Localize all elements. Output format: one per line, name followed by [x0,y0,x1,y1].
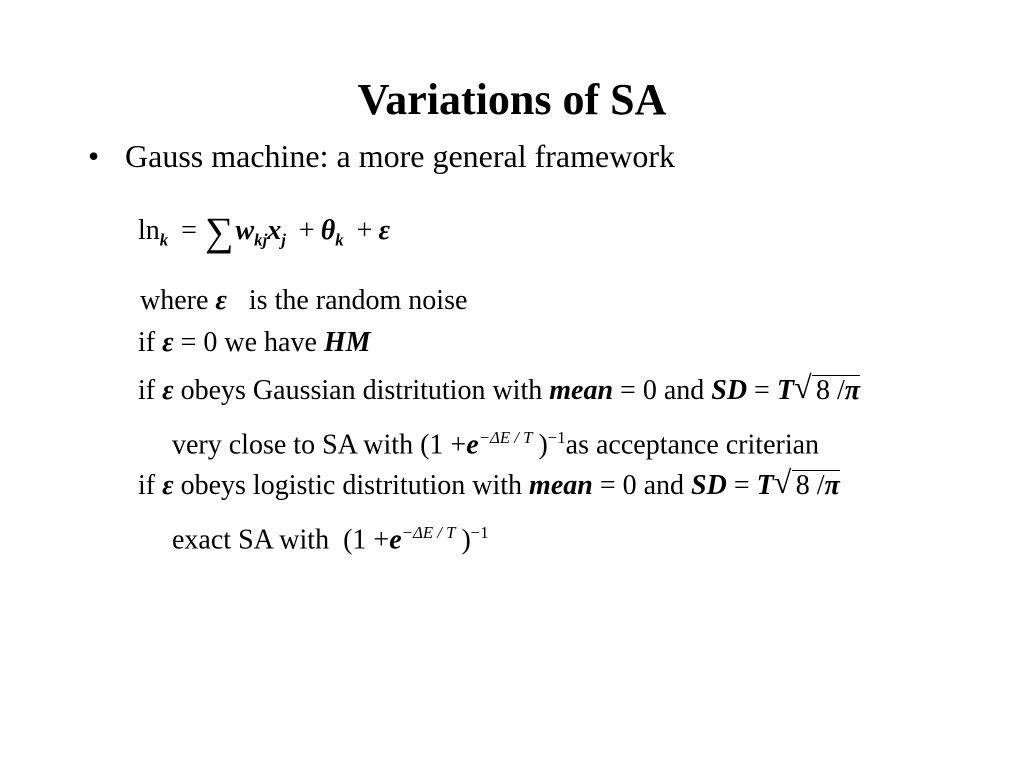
logistic-eight: 8 / [795,470,825,501]
gauss-sub-open: (1 + [420,429,467,461]
logistic-eq0: = 0 and [599,470,685,501]
logistic-sub-e: e [389,524,402,556]
if-hm-line [138,326,371,360]
formula-sub-k2: k [335,230,344,250]
if-hm-if: if [138,327,156,358]
formula-ln: ln [138,215,160,246]
logistic-sub-inv: −1 [470,523,489,542]
logistic-mean: mean [529,470,593,501]
sum-symbol: ∑ [204,209,234,254]
gauss-sub-exp: −ΔE / T [478,428,533,447]
logistic-if: if [138,470,156,501]
gauss-if: if [138,375,156,406]
logistic-line [138,464,840,503]
formula-sub-k: k [159,230,169,250]
formula-sub-kj: kj [254,230,268,250]
logistic-sqrt [773,464,840,503]
bullet-symbol: • [88,138,100,174]
gauss-eq: = [754,375,770,406]
where-line [140,284,467,318]
if-hm-epsilon: ε [162,327,174,358]
formula-epsilon: ε [378,215,390,246]
logistic-t: T [756,470,774,501]
bullet-text: Gauss machine: a more general framework [125,138,675,174]
formula-theta: θ [320,215,336,246]
if-hm-eq: = 0 we have [180,327,317,358]
gauss-t: T [776,375,794,406]
where-epsilon: ε [215,285,227,316]
formula-sub-j: j [281,230,286,250]
gauss-sub-inv: −1 [547,428,566,447]
formula-plus-2: + [356,215,373,246]
gaussian-sub-line [172,421,819,462]
logistic-sub-exp: −ΔE / T [401,523,456,542]
sqrt-radical-icon: √ [773,464,792,500]
sqrt-radical-icon: √ [793,369,812,405]
gauss-sub-close: ) [538,429,548,461]
bullet-item [88,137,675,175]
if-hm-hm: HM [323,327,371,358]
logistic-epsilon: ε [162,470,174,501]
logistic-sub-line [172,516,489,557]
formula-equals: = [181,215,197,246]
gauss-sd: SD [711,375,748,406]
logistic-pi: π [824,470,840,501]
gauss-sub-text: very close to SA with [172,429,414,461]
gauss-epsilon: ε [162,375,174,406]
where-word: where [140,285,209,316]
gauss-sqrt [793,369,861,408]
logistic-sd: SD [691,470,727,501]
gauss-sub-tail: as acceptance criterian [565,429,820,461]
gauss-eq0: = 0 and [620,375,705,406]
formula-x: x [267,215,282,246]
slide-title: Variations of SA [357,75,667,124]
gauss-pi: π [844,375,861,406]
gauss-text: obeys Gaussian distritution with [180,375,543,406]
logistic-sub-text: exact SA with [172,524,330,556]
gaussian-line [138,369,861,408]
gauss-eight: 8 / [815,375,845,406]
where-rest: is the random noise [248,285,468,316]
logistic-text: obeys logistic distritution with [180,470,523,501]
formula-w: w [235,215,255,246]
logistic-sub-open: (1 + [343,524,390,556]
gauss-mean: mean [549,375,614,406]
gauss-sub-e: e [466,429,479,461]
energy-formula [138,209,390,258]
logistic-sub-close: ) [461,524,471,556]
formula-plus-1: + [298,215,315,246]
logistic-eq: = [733,470,750,501]
